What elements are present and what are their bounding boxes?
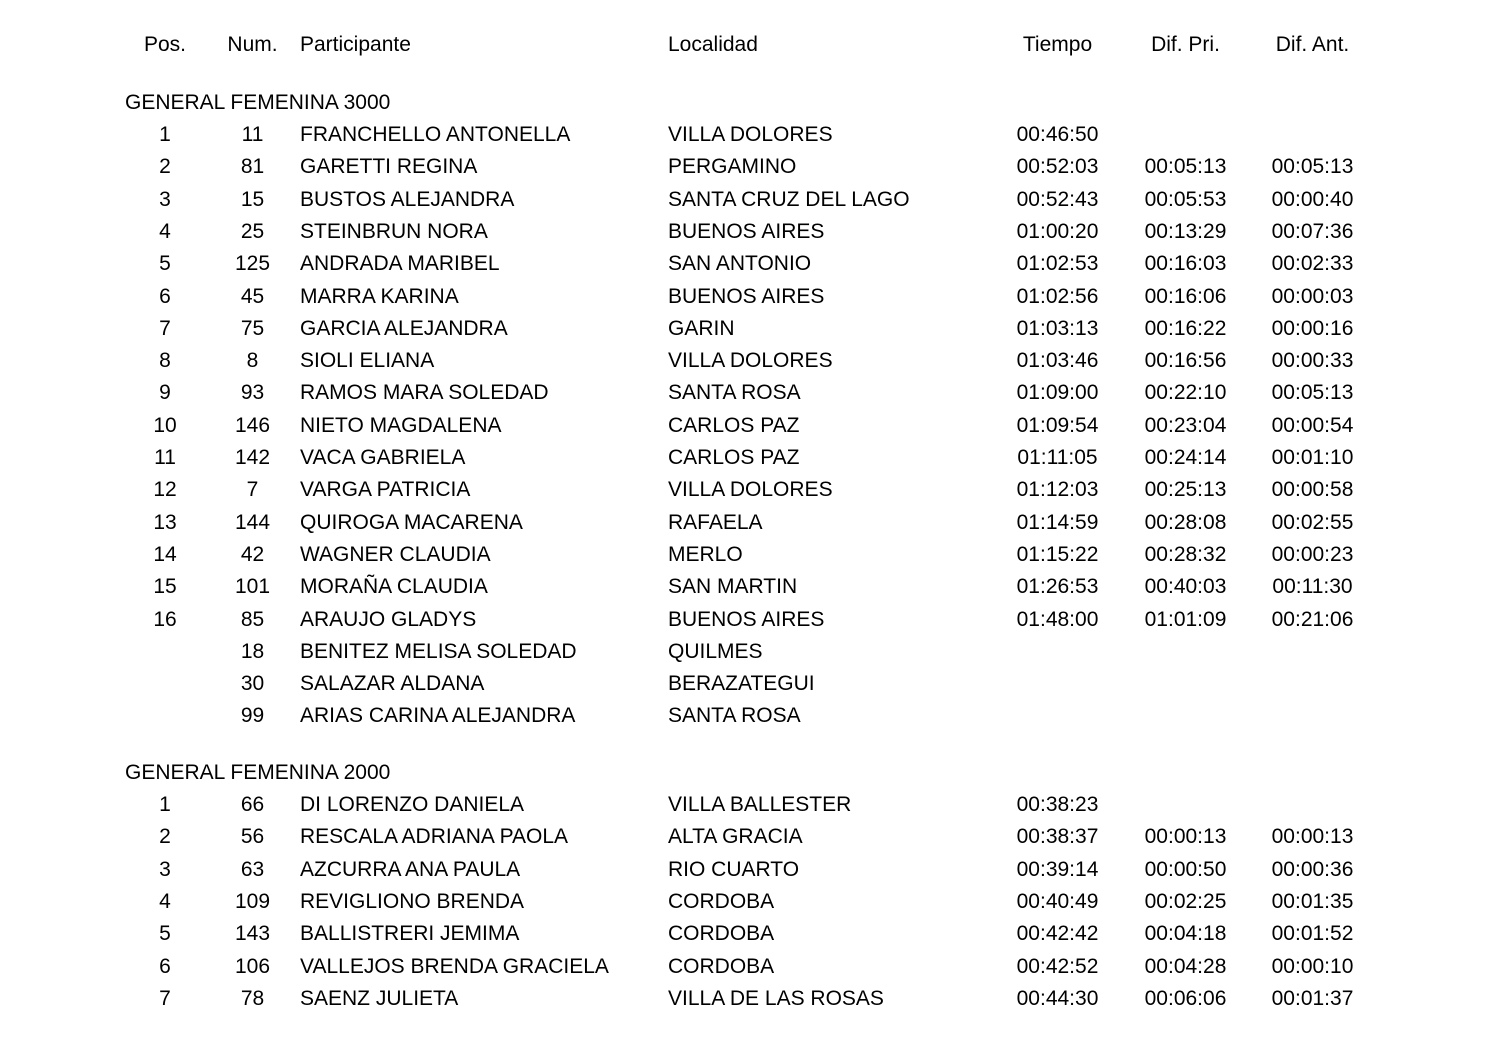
- table-row: [0, 313, 1497, 345]
- header-dif-first: Dif. Pri.: [1151, 33, 1220, 56]
- cell-time: 00:42:42: [1016, 922, 1099, 946]
- cell-dif-prev: 00:11:30: [1272, 575, 1353, 599]
- table-row: [0, 604, 1497, 636]
- cell-locality: BERAZATEGUI: [668, 672, 815, 696]
- cell-pos: 6: [159, 284, 171, 308]
- cell-time: 01:02:53: [1016, 252, 1099, 276]
- table-row: [0, 377, 1497, 409]
- cell-pos: 12: [153, 478, 177, 502]
- cell-num: 18: [240, 639, 265, 663]
- cell-dif-prev: 00:00:23: [1271, 542, 1354, 566]
- cell-dif-prev: 00:00:16: [1271, 316, 1354, 340]
- cell-pos: 9: [159, 381, 171, 405]
- cell-locality: CORDOBA: [668, 954, 775, 978]
- header-time: Tiempo: [1022, 33, 1093, 56]
- cell-dif-prev: 00:01:37: [1271, 986, 1354, 1010]
- cell-dif-first: 00:24:14: [1144, 446, 1227, 469]
- cell-dif-first: 00:00:50: [1144, 857, 1227, 881]
- cell-locality: SANTA ROSA: [668, 704, 801, 728]
- cell-dif-prev: [1260, 119, 1365, 151]
- cell-locality: BUENOS AIRES: [668, 219, 825, 243]
- cell-num: 93: [240, 381, 265, 405]
- cell-locality: CARLOS PAZ: [668, 413, 800, 437]
- header-pos: Pos.: [143, 33, 187, 56]
- cell-participant: SALAZAR ALDANA: [300, 672, 485, 696]
- cell-dif-prev: 00:05:13: [1271, 381, 1354, 405]
- cell-participant: SIOLI ELIANA: [300, 349, 435, 373]
- cell-pos: 10: [153, 413, 177, 437]
- cell-time: 00:52:03: [1016, 155, 1099, 179]
- cell-locality: VILLA DOLORES: [668, 123, 833, 146]
- cell-num: 42: [240, 542, 265, 566]
- cell-dif-first: 00:28:32: [1144, 542, 1227, 566]
- cell-num: 45: [240, 284, 265, 308]
- table-row: [0, 789, 1497, 821]
- cell-dif-first: [1133, 636, 1238, 668]
- cell-time: 01:14:59: [1016, 510, 1099, 534]
- cell-num: 143: [234, 922, 271, 946]
- cell-dif-first: 00:04:28: [1144, 954, 1227, 978]
- cell-pos: 5: [159, 922, 171, 946]
- cell-dif-first: 00:16:06: [1144, 284, 1227, 308]
- cell-participant: GARETTI REGINA: [300, 155, 478, 179]
- cell-num: 106: [234, 954, 271, 978]
- table-row: [0, 854, 1497, 886]
- cell-locality: QUILMES: [668, 639, 763, 663]
- table-row: [0, 151, 1497, 183]
- section-title: GENERAL FEMENINA 2000: [125, 761, 391, 784]
- cell-num: 99: [240, 704, 265, 728]
- cell-locality: SAN ANTONIO: [668, 252, 812, 276]
- cell-participant: SAENZ JULIETA: [300, 986, 459, 1010]
- cell-time: 00:46:50: [1016, 123, 1099, 146]
- cell-dif-prev: 00:00:13: [1271, 825, 1354, 849]
- table-row: [0, 918, 1497, 950]
- cell-participant: QUIROGA MACARENA: [300, 510, 523, 534]
- cell-dif-prev: [1260, 789, 1365, 821]
- cell-pos: 7: [159, 316, 171, 340]
- cell-pos: 1: [159, 123, 171, 146]
- cell-participant: STEINBRUN NORA: [300, 219, 488, 243]
- table-row: [0, 345, 1497, 377]
- cell-pos: 16: [153, 607, 177, 631]
- cell-participant: DI LORENZO DANIELA: [300, 793, 525, 816]
- table-row: [0, 539, 1497, 571]
- cell-num: 142: [234, 446, 271, 469]
- cell-num: 101: [234, 575, 271, 599]
- cell-dif-first: [1133, 119, 1238, 151]
- cell-dif-prev: 00:05:13: [1271, 155, 1354, 179]
- cell-dif-first: 00:13:29: [1144, 219, 1227, 243]
- cell-num: 146: [234, 413, 271, 437]
- cell-locality: RIO CUARTO: [668, 857, 800, 881]
- cell-dif-first: 01:01:09: [1144, 607, 1227, 631]
- cell-locality: VILLA DE LAS ROSAS: [668, 986, 884, 1010]
- cell-participant: GARCIA ALEJANDRA: [300, 316, 508, 340]
- cell-dif-prev: 00:01:10: [1271, 446, 1354, 469]
- cell-participant: MARRA KARINA: [300, 284, 459, 308]
- cell-dif-first: 00:16:03: [1144, 252, 1227, 276]
- cell-dif-first: 00:06:06: [1144, 986, 1227, 1010]
- cell-pos: 2: [159, 825, 171, 849]
- cell-num: 66: [240, 793, 265, 816]
- cell-num: 25: [240, 219, 265, 243]
- cell-pos: 11: [154, 446, 176, 469]
- cell-num: 63: [240, 857, 265, 881]
- cell-dif-first: [1133, 789, 1238, 821]
- cell-num: 144: [234, 510, 271, 534]
- cell-time: 01:03:46: [1016, 349, 1099, 373]
- cell-num: 56: [240, 825, 265, 849]
- table-row: [0, 281, 1497, 313]
- cell-locality: VILLA BALLESTER: [668, 793, 852, 816]
- table-row: [0, 636, 1497, 668]
- cell-dif-first: 00:16:22: [1144, 316, 1227, 340]
- cell-num: 75: [240, 316, 265, 340]
- cell-dif-first: 00:23:04: [1144, 413, 1227, 437]
- cell-participant: RESCALA ADRIANA PAOLA: [300, 825, 569, 849]
- cell-num: 7: [246, 478, 259, 502]
- cell-num: 15: [240, 187, 265, 211]
- cell-time: 00:42:52: [1016, 954, 1099, 978]
- table-row: [0, 983, 1497, 1015]
- cell-dif-first: 00:00:13: [1144, 825, 1227, 849]
- cell-pos: 15: [153, 575, 177, 599]
- cell-time: 01:11:05: [1017, 446, 1098, 469]
- cell-pos: 4: [159, 889, 171, 913]
- cell-num: 85: [240, 607, 265, 631]
- cell-participant: RAMOS MARA SOLEDAD: [300, 381, 549, 405]
- cell-dif-first: 00:22:10: [1144, 381, 1227, 405]
- cell-dif-prev: 00:07:36: [1271, 219, 1354, 243]
- cell-locality: SANTA ROSA: [668, 381, 801, 405]
- cell-locality: SAN MARTIN: [668, 575, 798, 599]
- cell-time: 01:15:22: [1016, 542, 1099, 566]
- cell-dif-prev: 00:00:40: [1271, 187, 1354, 211]
- cell-dif-prev: 00:21:06: [1271, 607, 1354, 631]
- cell-dif-prev: [1260, 700, 1365, 732]
- cell-time: 01:48:00: [1016, 607, 1099, 631]
- cell-num: 109: [234, 889, 271, 913]
- cell-dif-first: 00:02:25: [1144, 889, 1227, 913]
- header-dif-prev: Dif. Ant.: [1275, 33, 1350, 56]
- cell-dif-prev: 00:00:58: [1271, 478, 1354, 502]
- cell-time: 00:44:30: [1016, 986, 1099, 1010]
- table-row: [0, 668, 1497, 700]
- table-row: [0, 184, 1497, 216]
- cell-locality: ALTA GRACIA: [668, 825, 803, 849]
- cell-num: 78: [240, 986, 265, 1010]
- cell-pos: 7: [159, 986, 171, 1010]
- cell-locality: CARLOS PAZ: [668, 446, 800, 469]
- cell-dif-prev: 00:00:33: [1271, 349, 1354, 373]
- cell-locality: GARIN: [668, 316, 735, 340]
- cell-pos: 3: [159, 857, 171, 881]
- cell-locality: VILLA DOLORES: [668, 349, 833, 373]
- table-row: [0, 571, 1497, 603]
- cell-dif-first: 00:05:13: [1144, 155, 1227, 179]
- cell-num: 125: [234, 252, 271, 276]
- cell-time: [1005, 668, 1110, 700]
- cell-participant: ARAUJO GLADYS: [300, 607, 477, 631]
- section-title: GENERAL FEMENINA 3000: [125, 91, 391, 114]
- cell-dif-first: [1133, 700, 1238, 732]
- cell-locality: BUENOS AIRES: [668, 284, 825, 308]
- table-row: [0, 507, 1497, 539]
- cell-participant: BENITEZ MELISA SOLEDAD: [300, 639, 577, 663]
- cell-participant: FRANCHELLO ANTONELLA: [300, 123, 571, 146]
- table-row: [0, 951, 1497, 983]
- cell-participant: ARIAS CARINA ALEJANDRA: [300, 704, 576, 728]
- cell-participant: VARGA PATRICIA: [300, 478, 471, 502]
- cell-locality: CORDOBA: [668, 922, 775, 946]
- cell-time: 01:02:56: [1016, 284, 1099, 308]
- cell-time: 01:00:20: [1016, 219, 1099, 243]
- cell-time: 00:38:37: [1016, 825, 1099, 849]
- cell-num: 11: [241, 123, 264, 146]
- cell-time: 01:12:03: [1016, 478, 1099, 502]
- cell-locality: BUENOS AIRES: [668, 607, 825, 631]
- cell-dif-prev: 00:01:35: [1271, 889, 1354, 913]
- table-row: [0, 886, 1497, 918]
- cell-dif-first: 00:25:13: [1144, 478, 1227, 502]
- cell-dif-first: 00:28:08: [1144, 510, 1227, 534]
- cell-time: 01:03:13: [1016, 316, 1099, 340]
- header-locality: Localidad: [668, 33, 758, 56]
- cell-dif-prev: 00:01:52: [1271, 922, 1354, 946]
- cell-dif-prev: [1260, 668, 1365, 700]
- table-row: [0, 700, 1497, 732]
- cell-pos: 8: [159, 349, 171, 373]
- cell-locality: RAFAELA: [668, 510, 763, 534]
- cell-time: [1005, 636, 1110, 668]
- cell-pos: [125, 668, 205, 700]
- cell-participant: AZCURRA ANA PAULA: [300, 857, 521, 881]
- cell-participant: VACA GABRIELA: [300, 446, 466, 469]
- table-row: [0, 821, 1497, 853]
- cell-pos: 13: [153, 510, 177, 534]
- table-row: [0, 442, 1497, 474]
- cell-locality: CORDOBA: [668, 889, 775, 913]
- cell-dif-prev: 00:00:36: [1271, 857, 1354, 881]
- cell-participant: BUSTOS ALEJANDRA: [300, 187, 515, 211]
- cell-dif-first: 00:16:56: [1144, 349, 1227, 373]
- table-row: [0, 216, 1497, 248]
- cell-dif-first: 00:40:03: [1144, 575, 1227, 599]
- cell-time: 00:39:14: [1016, 857, 1099, 881]
- cell-locality: PERGAMINO: [668, 155, 797, 179]
- cell-participant: NIETO MAGDALENA: [300, 413, 502, 437]
- cell-pos: 2: [159, 155, 171, 179]
- cell-participant: WAGNER CLAUDIA: [300, 542, 491, 566]
- table-row: [0, 410, 1497, 442]
- header-participant: Participante: [300, 33, 411, 56]
- cell-dif-first: [1133, 668, 1238, 700]
- cell-num: 30: [240, 672, 265, 696]
- table-row: [0, 119, 1497, 151]
- cell-pos: 6: [159, 954, 171, 978]
- cell-dif-prev: 00:02:33: [1271, 252, 1354, 276]
- cell-pos: [125, 700, 205, 732]
- cell-locality: SANTA CRUZ DEL LAGO: [668, 187, 910, 211]
- cell-dif-prev: [1260, 636, 1365, 668]
- cell-time: 00:38:23: [1016, 793, 1099, 816]
- cell-pos: [125, 636, 205, 668]
- cell-participant: VALLEJOS BRENDA GRACIELA: [300, 954, 609, 978]
- cell-participant: MORAÑA CLAUDIA: [300, 575, 488, 599]
- cell-participant: ANDRADA MARIBEL: [300, 252, 500, 276]
- cell-time: 00:40:49: [1016, 889, 1099, 913]
- cell-pos: 14: [153, 542, 177, 566]
- cell-time: [1005, 700, 1110, 732]
- cell-participant: REVIGLIONO BRENDA: [300, 889, 525, 913]
- cell-dif-first: 00:04:18: [1144, 922, 1227, 946]
- column-header-row: [0, 29, 1497, 61]
- cell-num: 8: [246, 349, 259, 373]
- cell-dif-prev: 00:00:54: [1271, 413, 1354, 437]
- cell-locality: VILLA DOLORES: [668, 478, 833, 502]
- cell-participant: BALLISTRERI JEMIMA: [300, 922, 520, 946]
- cell-time: 01:26:53: [1016, 575, 1099, 599]
- table-row: [0, 248, 1497, 280]
- cell-num: 81: [240, 155, 265, 179]
- cell-time: 00:52:43: [1016, 187, 1099, 211]
- table-row: [0, 474, 1497, 506]
- cell-dif-prev: 00:00:03: [1271, 284, 1354, 308]
- cell-locality: MERLO: [668, 542, 743, 566]
- cell-pos: 5: [159, 252, 171, 276]
- cell-dif-first: 00:05:53: [1144, 187, 1227, 211]
- cell-dif-prev: 00:00:10: [1271, 954, 1354, 978]
- cell-time: 01:09:00: [1016, 381, 1099, 405]
- cell-time: 01:09:54: [1016, 413, 1099, 437]
- cell-pos: 1: [159, 793, 171, 816]
- header-num: Num.: [227, 33, 278, 56]
- cell-pos: 4: [159, 219, 171, 243]
- cell-pos: 3: [159, 187, 171, 211]
- cell-dif-prev: 00:02:55: [1271, 510, 1354, 534]
